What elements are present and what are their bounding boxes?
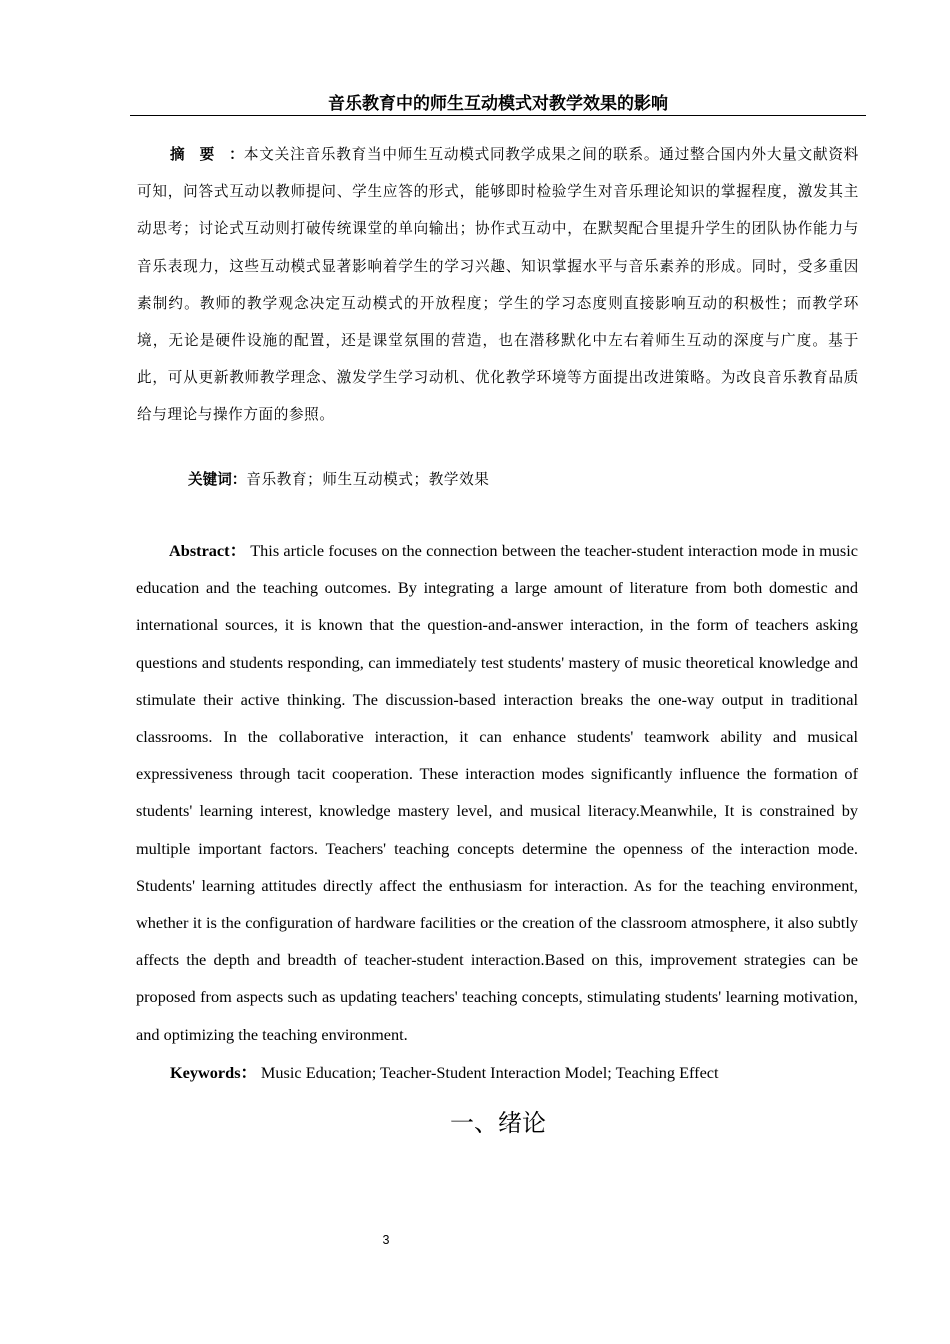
page-number: 3	[382, 1233, 390, 1247]
chinese-keywords-label: 关键词：	[188, 471, 247, 488]
english-keywords-label: Keywords：	[170, 1063, 257, 1082]
chinese-keywords-text: 音乐教育；师生互动模式；教学效果	[246, 471, 490, 488]
english-abstract-label: Abstract：	[169, 541, 247, 560]
english-abstract	[136, 532, 858, 1053]
chinese-keywords	[188, 466, 858, 494]
chinese-abstract-label: 摘 要 ：	[170, 146, 244, 163]
english-keywords-text: Music Education; Teacher-Student Interaction Model; Teaching Effect	[256, 1063, 719, 1082]
running-header-title: 音乐教育中的师生互动模式对教学效果的影响	[328, 94, 668, 114]
chinese-abstract-text: 本文关注音乐教育当中师生互动模式同教学成果之间的联系。通过整合国内外大量文献资料可知，问答式互动以教师提问、学生应答的形式，能够即时检验学生对音乐理论知识的掌握程度，激发其主动思考；讨论式互动则打破传统课堂的单向输出；协作式互动中，在默契配合里提升学生的团队协作能力与音乐表现力，这些互动模式显著影响着学生的学习兴趣、知识掌握水平与音乐素养的形成。同时，受多重因素制约。教师的教学观念决定互动模式的开放程度；学生的学习态度则直接影响互动的积极性；而教学环境，无论是硬件设施的配置，还是课堂氛围的营造，也在潜移默化中左右着师生互动的深度与广度。基于此，可从更新教师教学理念、激发学生学习动机、优化教学环境等方面提出改进策略。为改良音乐教育品质给与理论与操作方面的参照。	[137, 146, 859, 424]
english-keywords	[170, 1060, 860, 1086]
chinese-abstract	[137, 136, 859, 434]
section-heading: 一、绪论	[450, 1109, 546, 1137]
english-abstract-text: This article focuses on the connection between the teacher-student interaction mode in music education and the teaching outcomes. By integrating a large amount of literature from both domestic and international sources, it is known that the question-and-answer interaction, in the form of teachers asking questions and students responding, can immediately test students' mastery of music theoretical knowledge and stimulate their active thinking. The discussion-based interaction breaks the one-way output in traditional classrooms. In the collaborative interaction, it can enhance students' teamwork ability and musical expressiveness through tacit cooperation. These interaction modes significantly influence the formation of students' learning interest, knowledge mastery level, and musical literacy.Meanwhile, It is constrained by multiple important factors. Teachers' teaching concepts determine the openness of the interaction mode. Students' learning attitudes directly affect the enthusiasm for interaction. As for the teaching environment, whether it is the configuration of hardware facilities or the creation of the classroom atmosphere, it also subtly affects the depth and breadth of teacher-student interaction.Based on this, improvement strategies can be proposed from aspects such as updating teachers' teaching concepts, stimulating students' learning motivation, and optimizing the teaching environment.	[136, 541, 858, 1044]
header-divider	[130, 115, 866, 116]
